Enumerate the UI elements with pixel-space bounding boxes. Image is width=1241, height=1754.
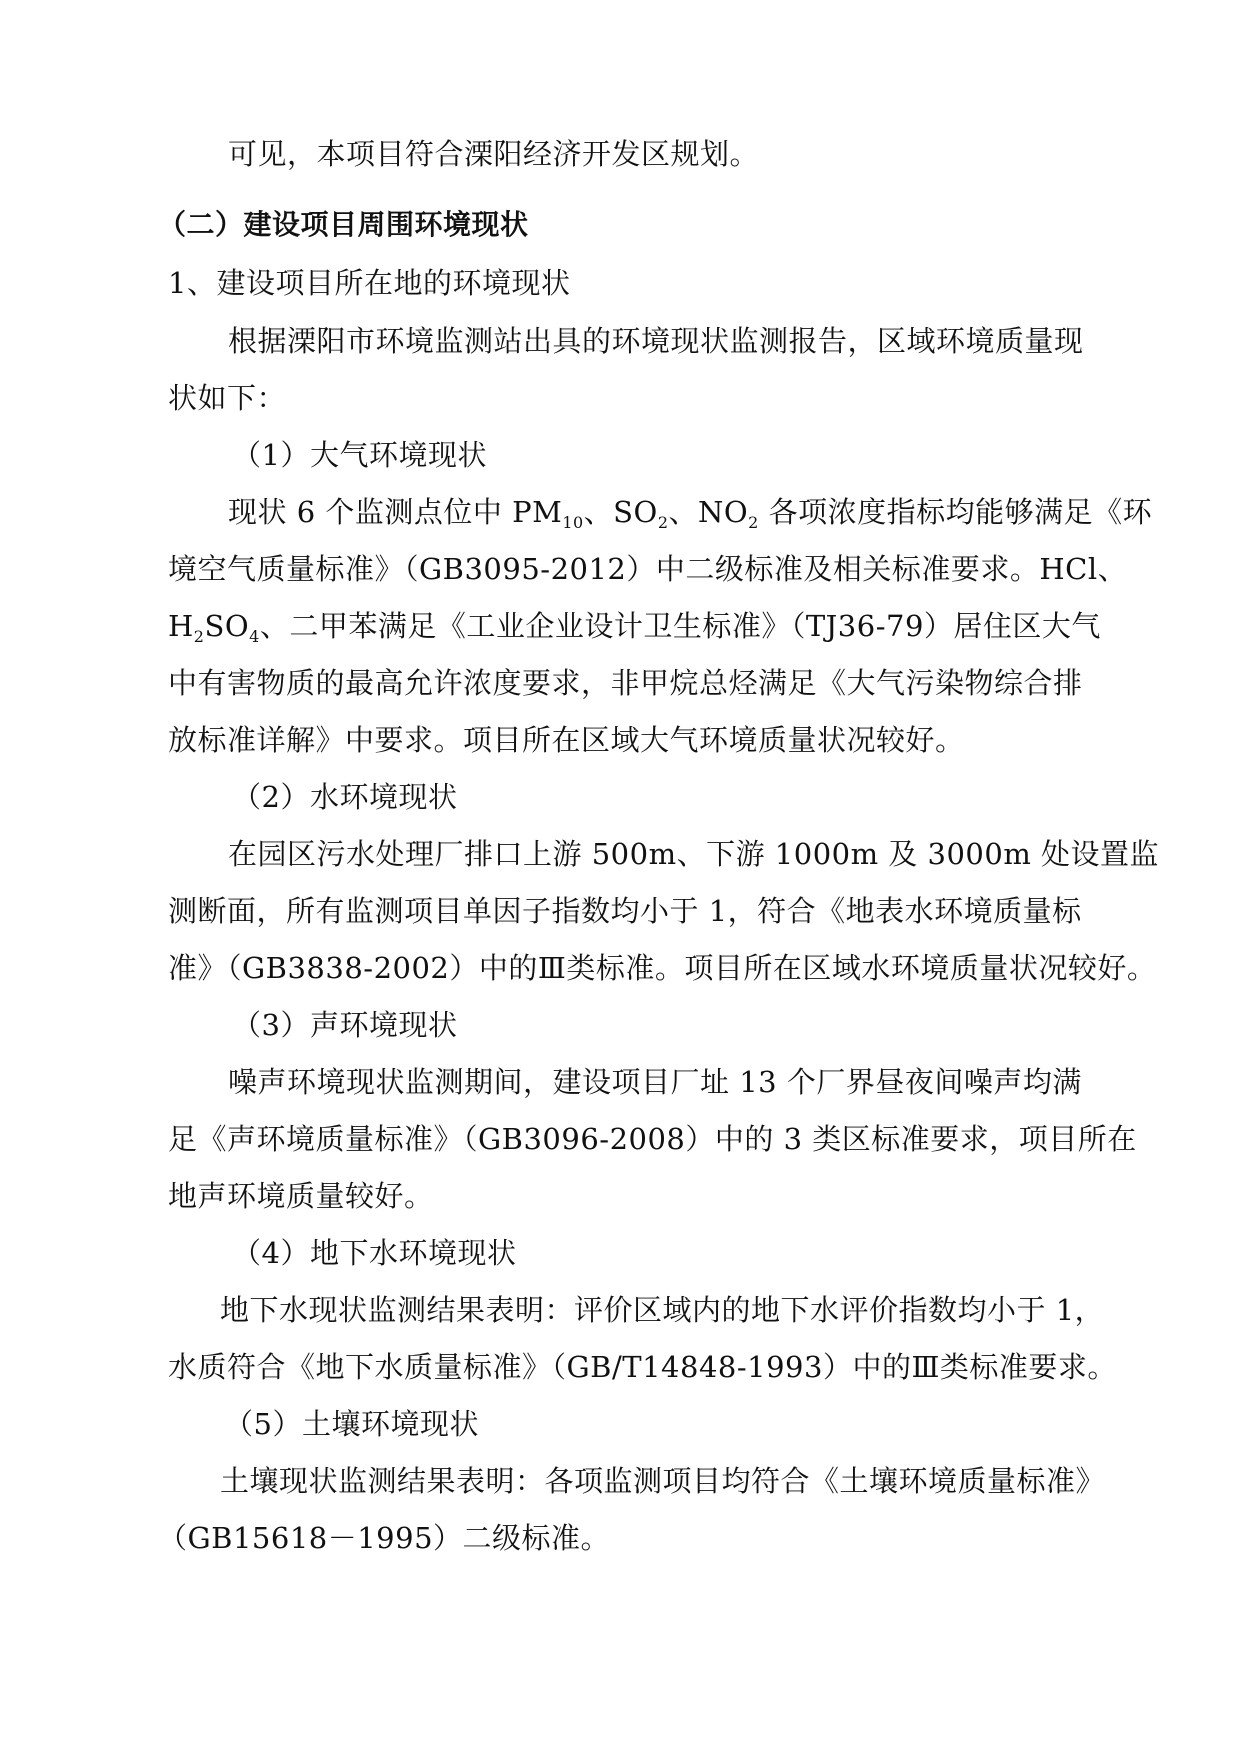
paragraph-intro: 可见，本项目符合溧阳经济开发区规划。: [228, 137, 760, 171]
subsection-heading: 1、建设项目所在地的环境现状: [168, 266, 571, 300]
section-heading: （二）建设项目周围环境现状: [158, 208, 529, 241]
air-paragraph-line-2: 境空气质量标准》（GB3095-2012）中二级标准及相关标准要求。HCl、: [168, 552, 1128, 586]
water-paragraph-line-1: 在园区污水处理厂排口上游 500m、下游 1000m 及 3000m 处设置监: [228, 837, 1160, 871]
noise-paragraph-line-3: 地声环境质量较好。: [168, 1179, 434, 1213]
soil-paragraph-line-1: 土壤现状监测结果表明：各项监测项目均符合《土壤环境质量标准》: [220, 1464, 1106, 1498]
water-paragraph-line-2: 测断面，所有监测项目单因子指数均小于 1，符合《地表水环境质量标: [168, 894, 1082, 928]
soil-heading: （5）土壤环境现状: [224, 1407, 479, 1441]
air-paragraph-line-5: 放标准详解》中要求。项目所在区域大气环境质量状况较好。: [168, 723, 965, 757]
groundwater-heading: （4）地下水环境现状: [232, 1236, 517, 1270]
noise-heading: （3）声环境现状: [232, 1008, 458, 1042]
air-paragraph-line-1: 现状 6 个监测点位中 $PM_{10}$、$SO_2$、$NO_2$ 各项浓度指标均能够满足《环: [228, 495, 1153, 532]
water-paragraph-line-3: 准》（GB3838-2002）中的Ⅲ类标准。项目所在区域水环境质量状况较好。: [168, 951, 1157, 985]
groundwater-paragraph-line-2: 水质符合《地下水质量标准》（GB/T14848-1993）中的Ⅲ类标准要求。: [168, 1350, 1117, 1384]
noise-paragraph-line-2: 足《声环境质量标准》（GB3096-2008）中的 3 类区标准要求，项目所在: [168, 1122, 1137, 1156]
soil-paragraph-line-2: （GB15618－1995）二级标准。: [158, 1521, 611, 1555]
air-heading: （1）大气环境现状: [232, 438, 487, 472]
water-heading: （2）水环境现状: [232, 780, 458, 814]
air-paragraph-line-4: 中有害物质的最高允许浓度要求，非甲烷总烃满足《大气污染物综合排: [168, 666, 1083, 700]
noise-paragraph-line-1: 噪声环境现状监测期间，建设项目厂址 13 个厂界昼夜间噪声均满: [228, 1065, 1082, 1099]
paragraph-basis-line-2: 状如下：: [168, 381, 287, 415]
paragraph-basis-line-1: 根据溧阳市环境监测站出具的环境现状监测报告，区域环境质量现: [228, 324, 1084, 358]
air-paragraph-line-3: $H_2SO_4$、二甲苯满足《工业企业设计卫生标准》（TJ36-79）居住区大气: [168, 609, 1101, 646]
groundwater-paragraph-line-1: 地下水现状监测结果表明：评价区域内的地下水评价指数均小于 1，: [220, 1293, 1105, 1327]
